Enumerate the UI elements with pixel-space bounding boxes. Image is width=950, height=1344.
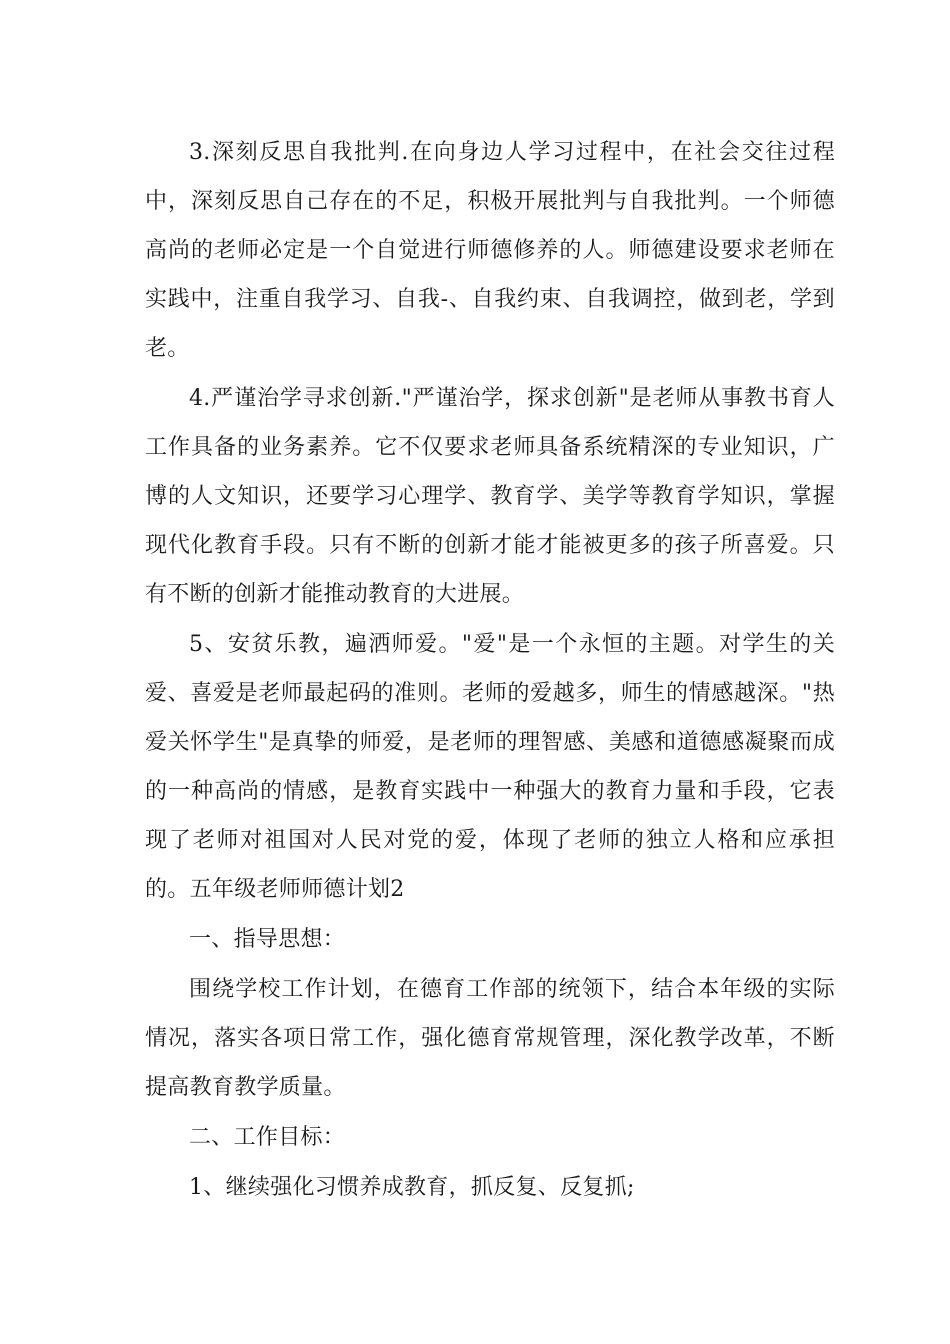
paragraph-goal-1: 1、继续强化习惯养成教育，抓反复、反复抓; (189, 1175, 635, 1200)
paragraph-self-reflection: 3.深刻反思自我批判.在向身边人学习过程中，在社会交往过程中，深刻反思自己存在的不足，积极开展批判与自我批判。一个师德高尚的老师必定是一个自觉进行师德修养的人。师德建设要求老师在实践中，注重自我学习、自我-、自我约束、自我调控，做到老，学到老。 (145, 140, 835, 361)
paragraph-guiding-ideology: 围绕学校工作计划，在德育工作部的统领下，结合本年级的实际情况，落实各项日常工作，强化德育常规管理，深化教学改革，不断提高教育教学质量。 (145, 977, 835, 1100)
heading-guiding-ideology: 一、指导思想： (189, 927, 346, 952)
document-body (145, 128, 835, 1212)
paragraph-rigorous-study: 4.严谨治学寻求创新."严谨治学，探求创新"是老师从事教书育人工作具备的业务素养。它不仅要求老师具备系统精深的专业知识，广博的人文知识，还要学习心理学、教育学、美学等教育学知识，掌握现代化教育手段。只有不断的创新才能才能被更多的孩子所喜爱。只有不断的创新才能推动教育的大进展。 (145, 386, 835, 607)
heading-work-goals: 二、工作目标： (189, 1125, 346, 1150)
paragraph-teacher-love: 5、安贫乐教，遍洒师爱。"爱"是一个永恒的主题。对学生的关爱、喜爱是老师最起码的准则。老师的爱越多，师生的情感越深。"热爱关怀学生"是真挚的师爱，是老师的理智感、美感和道德感凝聚而成的一种高尚的情感，是教育实践中一种强大的教育力量和手段，它表现了老师对祖国对人民对党的爱，体现了老师的独立人格和应承担的。五年级老师师德计划2 (145, 632, 835, 902)
